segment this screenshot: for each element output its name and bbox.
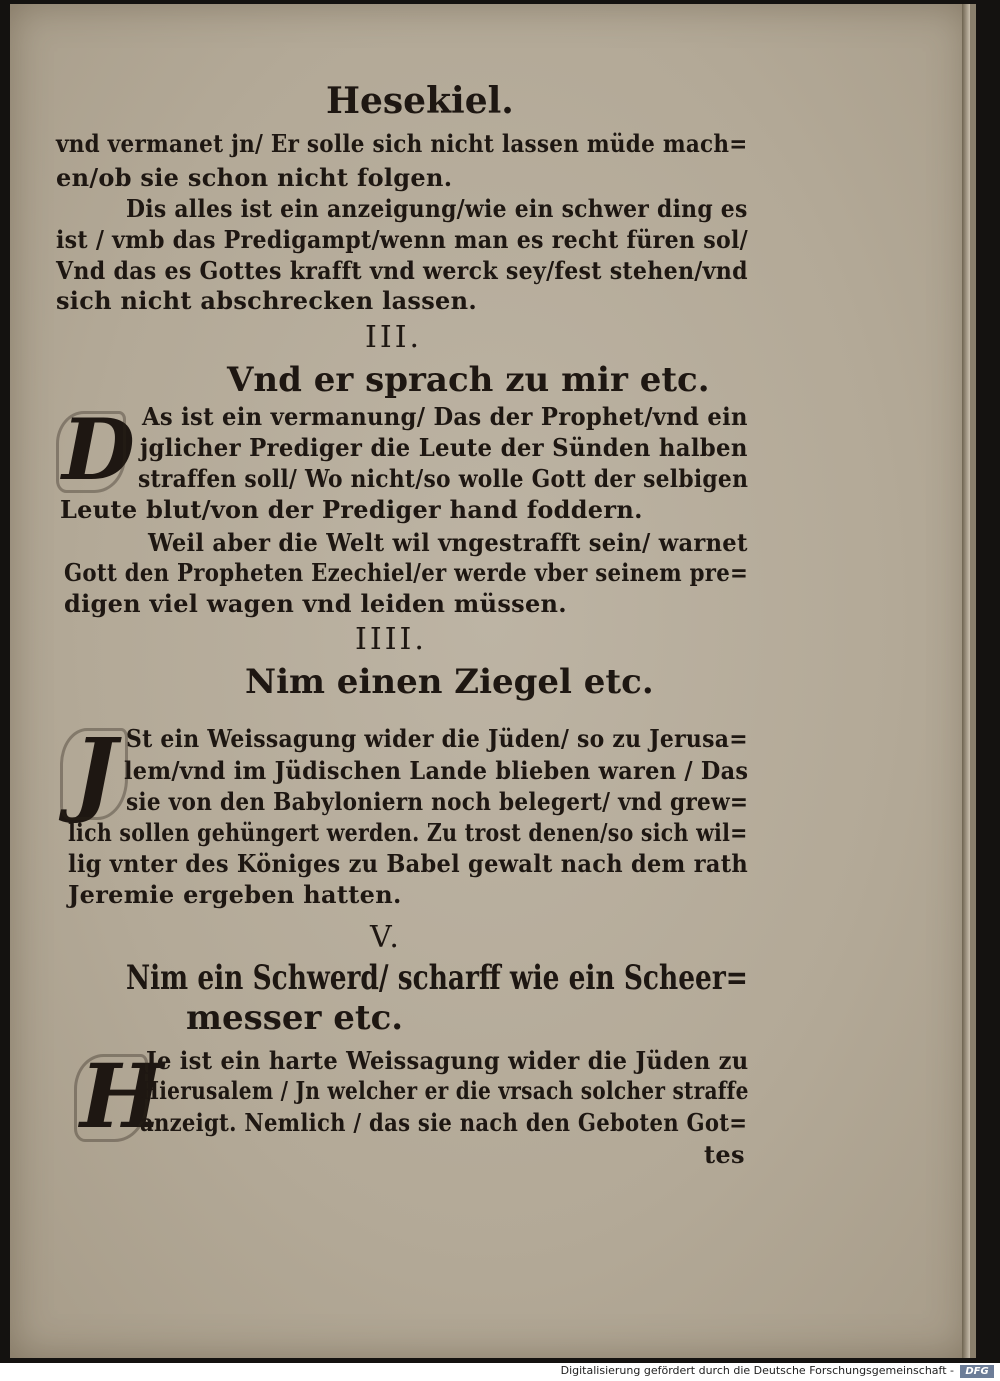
section-heading: Nim ein Schwerd/ scharff wie ein Scheer= bbox=[126, 958, 748, 998]
text-line: lig vnter des Königes zu Babel gewalt nach dem rath bbox=[68, 849, 749, 878]
text-line: Jeremie ergeben hatten. bbox=[68, 880, 402, 909]
catchword: tes bbox=[704, 1140, 745, 1169]
text-line: en/ob sie schon nicht folgen. bbox=[56, 163, 453, 192]
text-line: Dis alles ist ein anzeigung/wie ein schwer ding es bbox=[126, 194, 748, 223]
digitization-credit: Digitalisierung gefördert durch die Deutsche Forschungsgemeinschaft - bbox=[560, 1364, 954, 1377]
running-head: Hesekiel. bbox=[326, 80, 514, 122]
text-line: digen viel wagen vnd leiden müssen. bbox=[64, 589, 567, 618]
decorated-initial: J bbox=[66, 722, 124, 822]
text-line: St ein Weissagung wider die Jüden/ so zu Jerusa= bbox=[126, 724, 748, 753]
text-line: vnd vermanet jn/ Er solle sich nicht lassen müde mach= bbox=[56, 129, 748, 158]
section-numeral: IIII. bbox=[355, 622, 427, 657]
decorated-initial: H bbox=[80, 1044, 164, 1148]
text-line: lem/vnd im Jüdischen Lande blieben waren / Das bbox=[124, 756, 749, 785]
dfg-logo: DFG bbox=[960, 1365, 994, 1378]
section-heading: Nim einen Ziegel etc. bbox=[245, 662, 654, 702]
section-heading: Vnd er sprach zu mir etc. bbox=[227, 360, 710, 400]
text-line: sie von den Babyloniern noch belegert/ vnd grew= bbox=[126, 787, 749, 816]
text-line: Vnd das es Gottes krafft vnd werck sey/fest stehen/vnd bbox=[56, 256, 748, 285]
text-line: Leute blut/von der Prediger hand foddern. bbox=[60, 495, 643, 524]
text-line: Weil aber die Welt wil vngestrafft sein/ warnet bbox=[148, 528, 748, 557]
section-numeral: V. bbox=[370, 920, 402, 955]
text-line: Je ist ein harte Weissagung wider die Jüden zu bbox=[146, 1046, 749, 1075]
text-line: lich sollen gehüngert werden. Zu trost denen/so sich wil= bbox=[68, 818, 748, 847]
text-line: anzeigt. Nemlich / das sie nach den Geboten Got= bbox=[140, 1108, 748, 1137]
decorated-initial: D bbox=[62, 400, 135, 499]
text-line: sich nicht abschrecken lassen. bbox=[56, 286, 478, 315]
section-numeral: III. bbox=[365, 320, 423, 355]
text-line: As ist ein vermanung/ Das der Prophet/vnd ein bbox=[142, 402, 748, 431]
section-heading-continued: messer etc. bbox=[186, 998, 404, 1038]
text-line: straffen soll/ Wo nicht/so wolle Gott der selbigen bbox=[138, 464, 749, 493]
page-edge bbox=[962, 4, 970, 1358]
text-line: jglicher Prediger die Leute der Sünden halben bbox=[140, 433, 748, 462]
text-line: Gott den Propheten Ezechiel/er werde vber seinem pre= bbox=[64, 558, 749, 587]
text-line: Hierusalem / Jn welcher er die vrsach solcher straffe bbox=[140, 1076, 749, 1105]
text-line: ist / vmb das Predigampt/wenn man es recht füren sol/ bbox=[56, 225, 749, 254]
